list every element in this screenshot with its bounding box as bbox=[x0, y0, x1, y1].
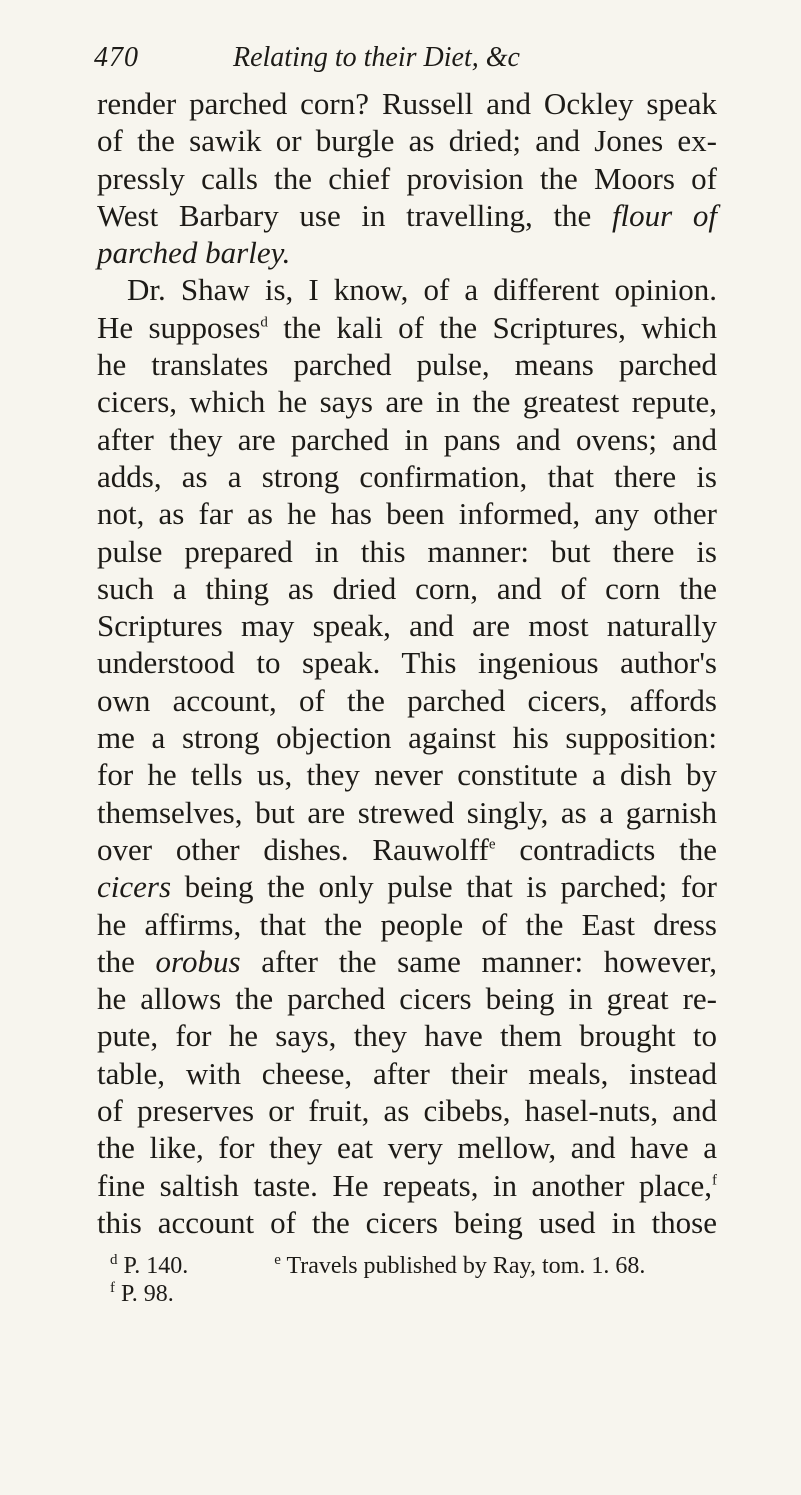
page-header bbox=[94, 38, 714, 78]
text-segment: fine saltish taste. He repeats, in another place, bbox=[97, 1167, 712, 1203]
text-line bbox=[97, 1167, 717, 1204]
text-segment: cicers, which he says are in the greatest repute, bbox=[97, 384, 717, 420]
text-segment: of preserves or fruit, as cibebs, hasel-nuts, and bbox=[97, 1093, 717, 1129]
text-line bbox=[97, 831, 717, 868]
text-segment: he translates parched pulse, means parched bbox=[97, 347, 717, 383]
text-line bbox=[97, 868, 717, 905]
text-line bbox=[97, 906, 717, 943]
text-segment: the kali of the Scriptures, which bbox=[267, 309, 717, 345]
footnote-ref: d bbox=[260, 314, 268, 331]
text-segment: understood to speak. This ingenious author's bbox=[97, 645, 717, 681]
running-title: Relating to their Diet, &c bbox=[233, 42, 520, 73]
text-line bbox=[97, 719, 717, 756]
text-line bbox=[97, 1017, 717, 1054]
text-segment: He supposes bbox=[97, 309, 261, 345]
text-segment: adds, as a strong confirmation, that there is bbox=[97, 458, 717, 494]
footnote-row bbox=[110, 1280, 720, 1308]
text-line bbox=[97, 607, 717, 644]
text-line bbox=[97, 980, 717, 1017]
text-segment: after the same manner: however, bbox=[240, 943, 718, 979]
text-line bbox=[97, 943, 717, 980]
text-line bbox=[97, 1204, 717, 1241]
text-segment: parched barley. bbox=[97, 235, 291, 271]
text-segment: cicers bbox=[97, 869, 172, 905]
text-segment: West Barbary use in travelling, the bbox=[97, 197, 612, 233]
text-segment: pressly calls the chief provision the Moors of bbox=[97, 160, 717, 196]
footnotes bbox=[110, 1252, 720, 1308]
page-number: 470 bbox=[94, 42, 139, 73]
text-segment: after they are parched in pans and ovens; and bbox=[97, 421, 717, 457]
text-segment: such a thing as dried corn, and of corn the bbox=[97, 570, 717, 606]
text-line bbox=[97, 495, 717, 532]
text-line bbox=[97, 122, 717, 159]
text-segment: pulse prepared in this manner: but there is bbox=[97, 533, 717, 569]
text-segment: orobus bbox=[155, 943, 241, 979]
text-line bbox=[97, 271, 717, 308]
text-line bbox=[97, 1055, 717, 1092]
text-segment: being the only pulse that is parched; for bbox=[171, 869, 717, 905]
text-line bbox=[97, 533, 717, 570]
text-segment: me a strong objection against his supposition: bbox=[97, 720, 717, 756]
text-line bbox=[97, 644, 717, 681]
text-segment: table, with cheese, after their meals, instead bbox=[97, 1055, 717, 1091]
footnote-d: P. 140. bbox=[123, 1253, 189, 1279]
text-line bbox=[97, 570, 717, 607]
text-segment: Scriptures may speak, and are most naturally bbox=[97, 608, 717, 644]
text-segment: contradicts the bbox=[495, 831, 717, 867]
body-text bbox=[97, 85, 717, 1241]
text-line bbox=[97, 234, 717, 271]
footnote-mark-f: f bbox=[110, 1280, 115, 1296]
footnote-row bbox=[110, 1252, 720, 1280]
text-segment: pute, for he says, they have them brought to bbox=[97, 1018, 717, 1054]
text-line bbox=[97, 682, 717, 719]
text-segment: Dr. Shaw is, I know, of a different opinion. bbox=[127, 272, 717, 308]
text-segment: of the sawik or burgle as dried; and Jones ex- bbox=[97, 123, 717, 159]
text-segment: the like, for they eat very mellow, and have a bbox=[97, 1130, 717, 1166]
text-line bbox=[97, 1129, 717, 1166]
text-line bbox=[97, 756, 717, 793]
text-line bbox=[97, 85, 717, 122]
text-segment: he affirms, that the people of the East dress bbox=[97, 906, 717, 942]
text-segment: render parched corn? Russell and Ockley speak bbox=[97, 86, 717, 121]
text-line bbox=[97, 794, 717, 831]
text-segment: this account of the cicers being used in those bbox=[97, 1204, 717, 1240]
text-segment: flour of bbox=[611, 197, 718, 233]
text-segment: for he tells us, they never constitute a dish by bbox=[97, 757, 717, 793]
text-line bbox=[97, 383, 717, 420]
text-segment: he allows the parched cicers being in great re- bbox=[97, 981, 717, 1017]
text-line bbox=[97, 160, 717, 197]
footnote-ref: f bbox=[712, 1172, 717, 1189]
text-line bbox=[97, 421, 717, 458]
text-line bbox=[97, 346, 717, 383]
footnote-f: P. 98. bbox=[121, 1281, 174, 1307]
text-segment: the bbox=[97, 943, 156, 979]
footnote-mark-e: e bbox=[274, 1252, 281, 1268]
footnote-mark-d: d bbox=[110, 1252, 118, 1268]
text-line bbox=[97, 458, 717, 495]
text-segment: over other dishes. Rauwolff bbox=[97, 831, 489, 867]
footnote-ref: e bbox=[488, 836, 496, 853]
footnote-e: Travels published by Ray, tom. 1. 68. bbox=[286, 1253, 646, 1279]
text-segment: not, as far as he has been informed, any other bbox=[97, 496, 717, 532]
text-segment: own account, of the parched cicers, affords bbox=[97, 682, 717, 718]
text-line bbox=[97, 309, 717, 346]
text-line bbox=[97, 197, 717, 234]
text-segment: themselves, but are strewed singly, as a garnish bbox=[97, 794, 717, 830]
text-line bbox=[97, 1092, 717, 1129]
